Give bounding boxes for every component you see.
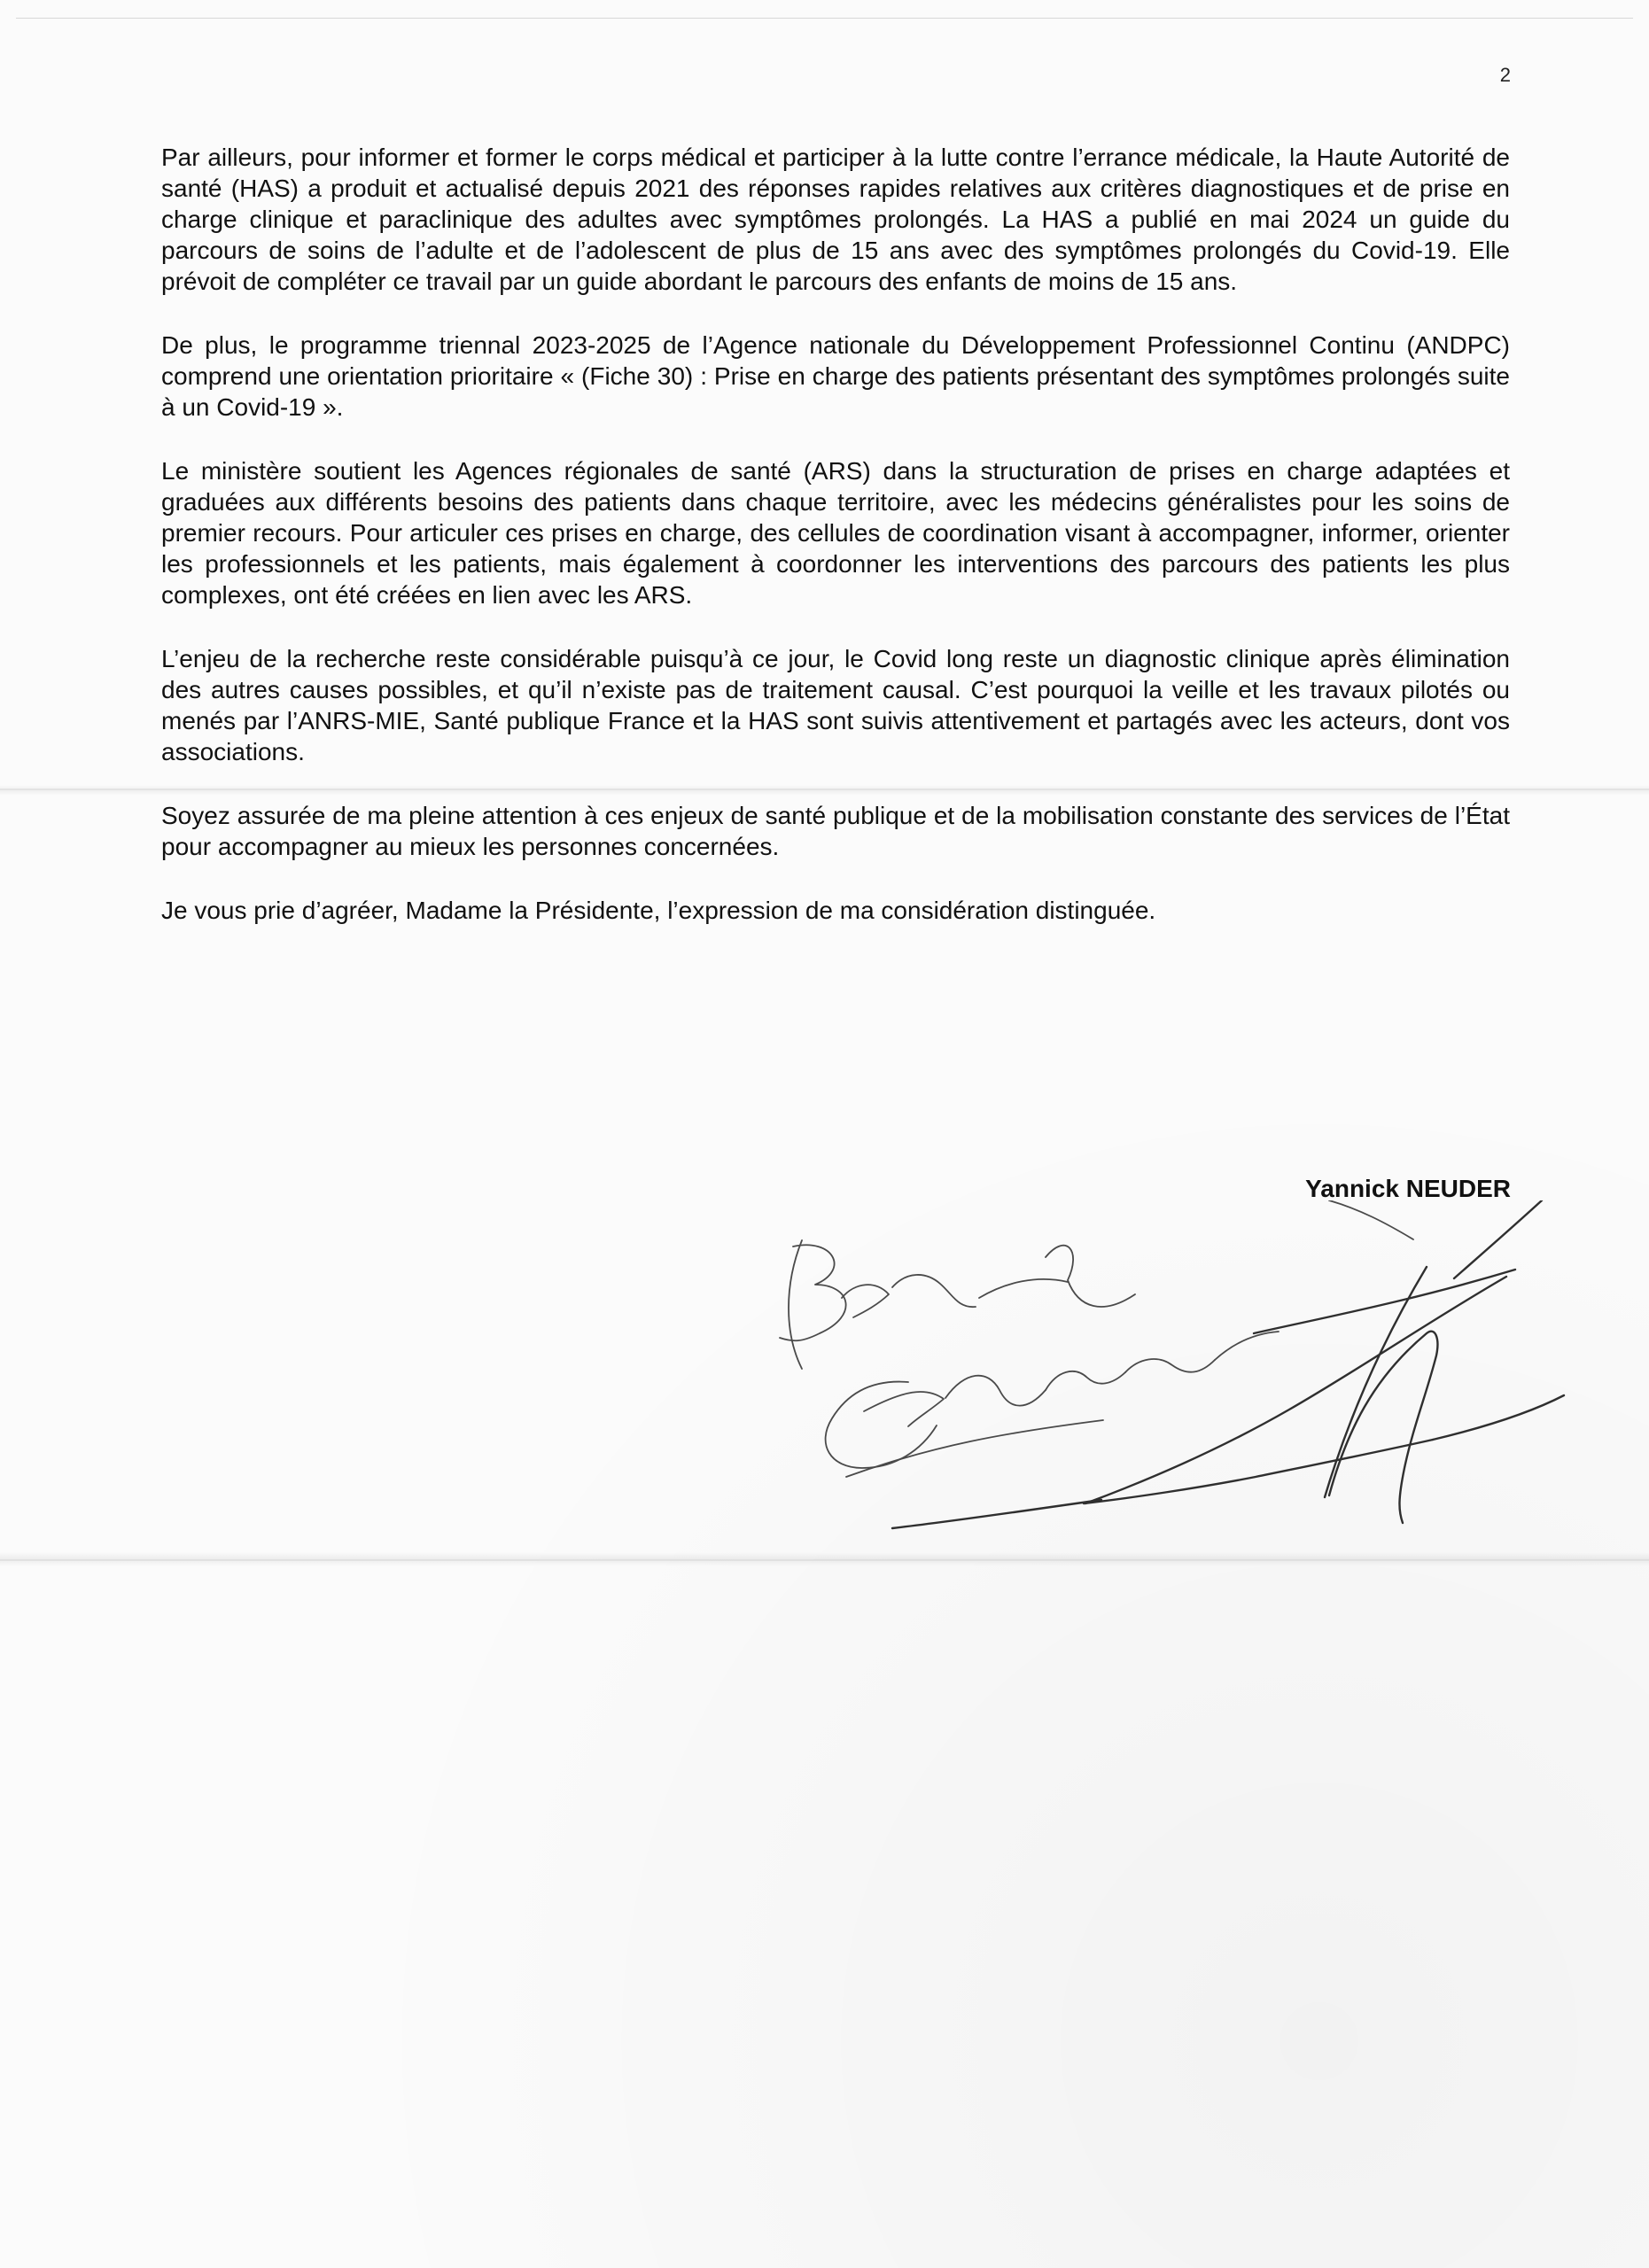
paragraph-ars: Le ministère soutient les Agences régionales de santé (ARS) dans la structuration de prises en charge adaptées et graduées aux différents besoins des patients dans chaque territoire, avec les médecins généralistes pour les soins de premier recours. Pour articuler ces prises en charge, des cellules de coordination visant à accompagner, informer, orienter les professionnels et les patients, mais également à coordonner les interventions des parcours des patients les plus complexes, ont été créées en lien avec les ARS. bbox=[161, 457, 1510, 609]
paragraph-has: Par ailleurs, pour informer et former le corps médical et participer à la lutte contre l’errance médicale, la Haute Autorité de santé (HAS) a produit et actualisé depuis 2021 des réponses rapides relatives aux critères diagnostiques et de prise en charge clinique et paraclinique des adultes avec symptômes prolongés. La HAS a publié en mai 2024 un guide du parcours de soins de l’adulte et de l’adolescent de plus de 15 ans avec des symptômes prolongés du Covid-19. Elle prévoit de compléter ce travail par un guide abordant le parcours des enfants de moins de 15 ans. bbox=[161, 144, 1510, 295]
paragraph-attention: Soyez assurée de ma pleine attention à ces enjeux de santé publique et de la mobilisation constante des services de l’État pour accompagner au mieux les personnes concernées. bbox=[161, 802, 1510, 860]
page-number: 2 bbox=[1499, 64, 1511, 86]
signer-name: Yannick NEUDER bbox=[1305, 1175, 1511, 1202]
paragraph-andpc: De plus, le programme triennal 2023-2025 de l’Agence nationale du Développement Professionnel Continu (ANDPC) comprend une orientation prioritaire « (Fiche 30) : Prise en charge des patients présentant des symptômes prolongés suite à un Covid-19 ». bbox=[161, 331, 1510, 421]
handwritten-signature bbox=[687, 1200, 1577, 1599]
letter-body bbox=[161, 142, 1510, 926]
paper-top-edge bbox=[16, 18, 1633, 19]
closing-formula: Je vous prie d’agréer, Madame la Présidente, l’expression de ma considération distinguée. bbox=[161, 897, 1156, 924]
paragraph-research: L’enjeu de la recherche reste considérable puisqu’à ce jour, le Covid long reste un diagnostic clinique après élimination des autres causes possibles, et qu’il n’existe pas de traitement causal. C’est pourquoi la veille et les travaux pilotés ou menés par l’ANRS-MIE, Santé publique France et la HAS sont suivis attentivement et partagés avec les acteurs, dont vos associations. bbox=[161, 645, 1510, 765]
